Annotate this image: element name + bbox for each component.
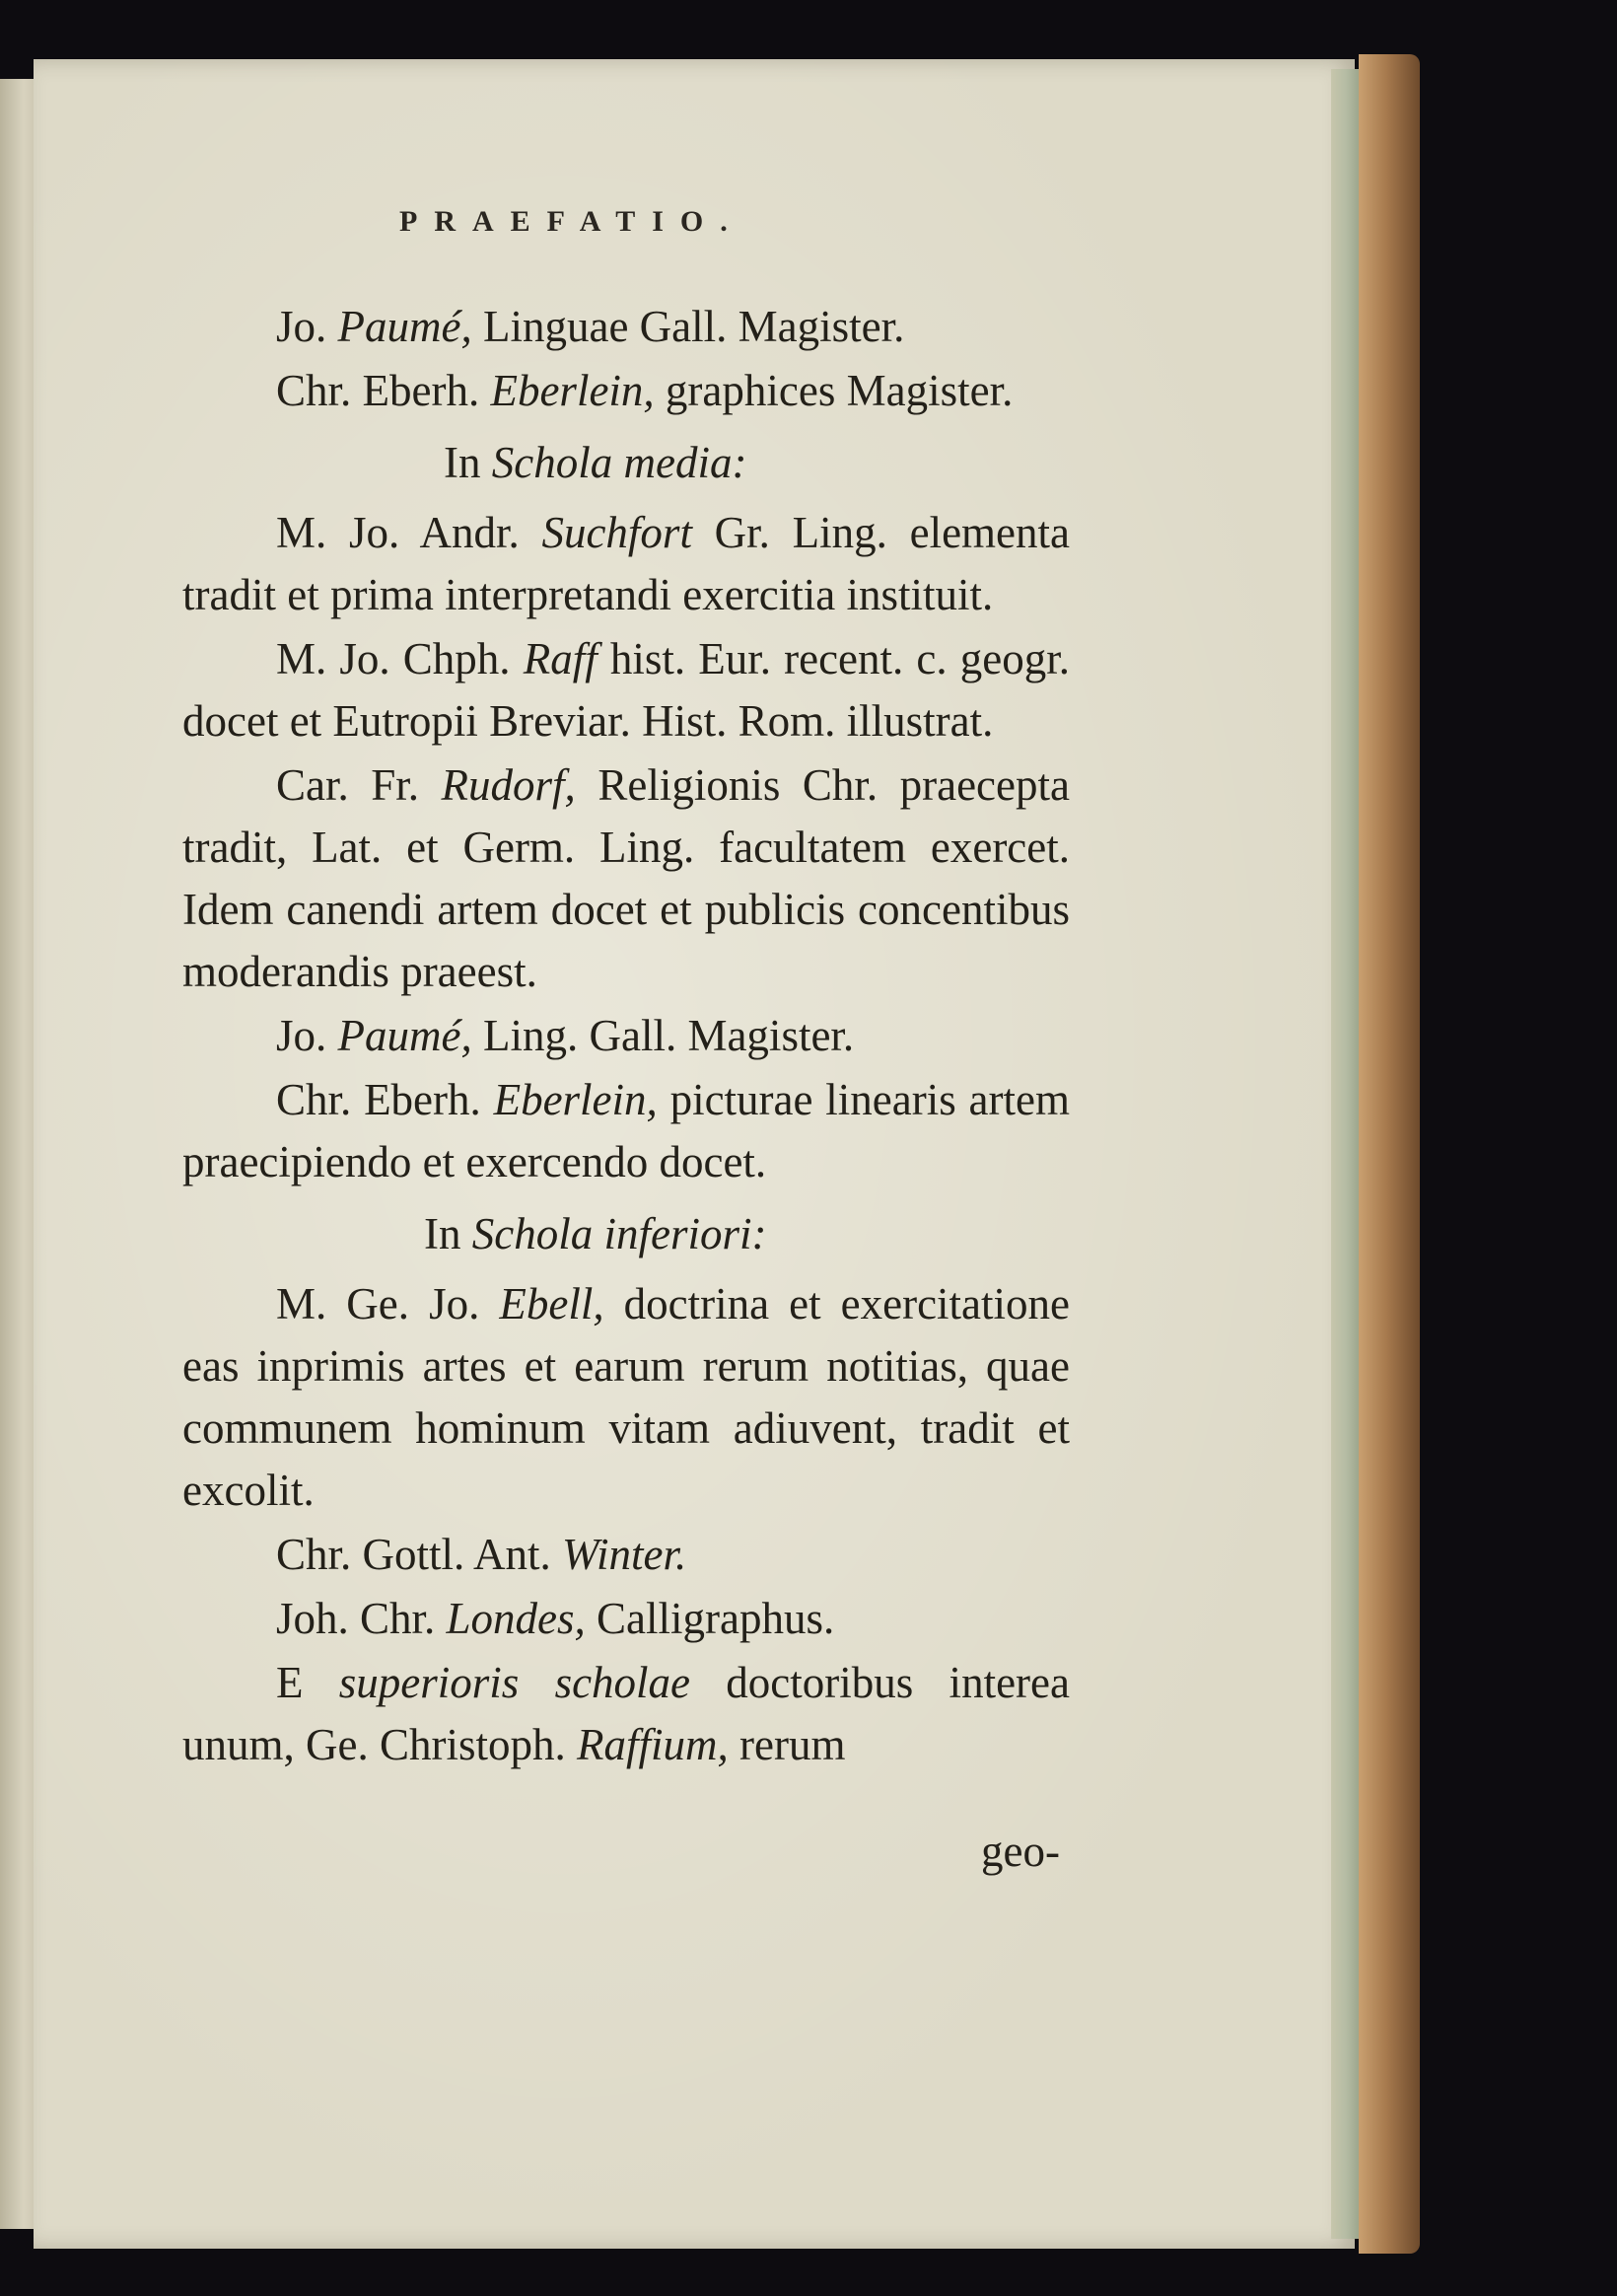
heading-schola-inferiori: In Schola inferiori: (424, 1209, 767, 1258)
entry-ebell: M. Ge. Jo. Ebell, doctrina et exercitatione eas inprimis artes et earum rerum notitias, quae communem hominum vitam adiuvent, tradit et excolit. (182, 1279, 1070, 1515)
book-cover-edge (1359, 54, 1420, 2254)
entry-eberlein-1: Chr. Eberh. Eberlein, graphices Magister. (276, 366, 1014, 415)
entry-eberlein-2: Chr. Eberh. Eberlein, picturae linearis artem praecipiendo et exercendo docet. (182, 1075, 1070, 1186)
text-block (182, 296, 1070, 1927)
entry-superioris: E superioris scholae doctoribus interea unum, Ge. Christoph. Raffium, rerum (182, 1658, 1070, 1769)
entry-winter: Chr. Gottl. Ant. Winter. (276, 1530, 687, 1579)
entry-suchfort: M. Jo. Andr. Suchfort Gr. Ling. elementa tradit et prima interpretandi exercitia instituit. (182, 508, 1070, 619)
entry-raff: M. Jo. Chph. Raff hist. Eur. recent. c. geogr. docet et Eutropii Breviar. Hist. Rom. illustrat. (182, 634, 1070, 746)
catchword: geo- (981, 1827, 1060, 1876)
entry-paume-1: Jo. Paumé, Linguae Gall. Magister. (276, 302, 905, 351)
entry-londes: Joh. Chr. Londes, Calligraphus. (276, 1594, 835, 1643)
entry-paume-2: Jo. Paumé, Ling. Gall. Magister. (276, 1011, 855, 1060)
running-head: PRAEFATIO. (399, 205, 744, 238)
entry-rudorf: Car. Fr. Rudorf, Religionis Chr. praecepta tradit, Lat. et Germ. Ling. facultatem exercet. Idem canendi artem docet et publicis concentibus moderandis praeest. (182, 760, 1070, 996)
page-fore-edge (1331, 69, 1361, 2239)
heading-schola-media: In Schola media: (444, 438, 747, 487)
